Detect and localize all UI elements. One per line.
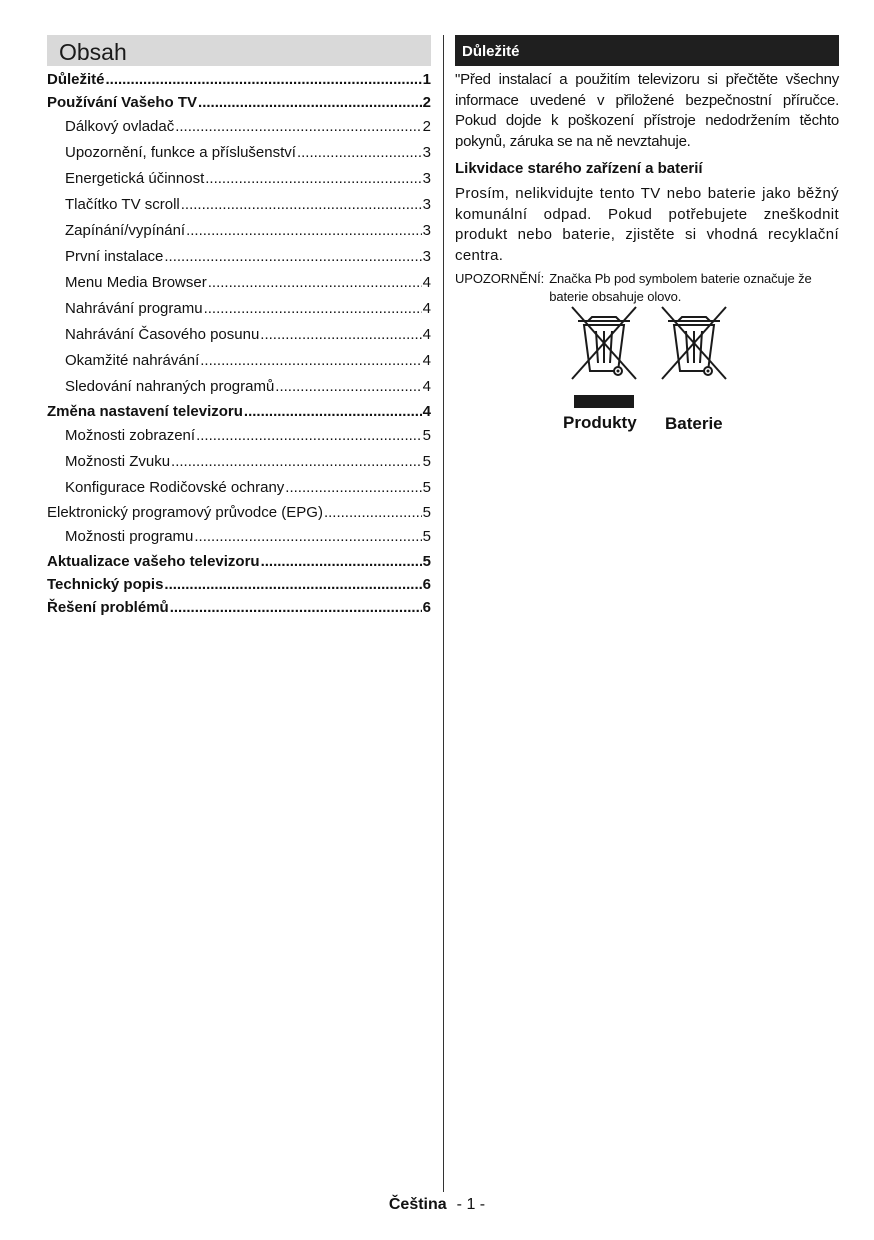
toc-entry-label: Důležité — [47, 71, 105, 88]
weee-symbols — [560, 303, 750, 443]
toc-entry[interactable] — [47, 68, 431, 91]
toc-entry[interactable] — [47, 501, 431, 524]
toc-title: Obsah — [47, 35, 431, 66]
toc-entry-page: 3 — [422, 196, 431, 213]
page-footer — [0, 1196, 874, 1214]
toc-leader-dots — [175, 114, 421, 140]
toc-entry-label: Energetická účinnost — [65, 170, 205, 187]
toc-leader-dots — [208, 270, 422, 296]
toc-entry-page: 3 — [422, 222, 431, 239]
toc-entry[interactable] — [47, 475, 431, 501]
disposal-text: Prosím, nelikvidujte tento TV nebo baterie jako běžný komunální odpad. Pokud potřebujete zneškodnit produkt nebo baterie, zjistěte si vhodná recyklační centra. — [455, 185, 839, 264]
toc-entry-label: Aktualizace vašeho televizoru — [47, 553, 260, 570]
toc-leader-dots — [170, 596, 422, 619]
toc-entry-label: Elektronický programový průvodce (EPG) — [47, 504, 323, 521]
toc-entry-label: Řešení problémů — [47, 599, 169, 616]
toc-leader-dots — [205, 166, 421, 192]
toc-entry[interactable] — [47, 91, 431, 114]
important-section — [455, 35, 839, 433]
toc-entry-label: Zapínání/vypínání — [65, 222, 186, 239]
toc-entry-page: 2 — [422, 118, 431, 135]
toc-entry[interactable] — [47, 114, 431, 140]
toc-entry-label: Konfigurace Rodičovské ochrany — [65, 479, 285, 496]
toc-entry-page: 5 — [422, 479, 431, 496]
toc-leader-dots — [171, 449, 422, 475]
toc-entry-label: Nahrávání Časového posunu — [65, 326, 260, 343]
toc-entry-page: 3 — [422, 144, 431, 161]
toc-leader-dots — [164, 244, 421, 270]
toc-entry-label: Menu Media Browser — [65, 274, 207, 291]
toc-leader-dots — [275, 374, 421, 400]
toc-entry[interactable] — [47, 550, 431, 573]
toc-entry-label: Upozornění, funkce a příslušenství — [65, 144, 296, 161]
toc-leader-dots — [285, 475, 421, 501]
toc-entry[interactable] — [47, 348, 431, 374]
toc-entry-label: Možnosti zobrazení — [65, 427, 196, 444]
footer-language: Čeština — [388, 1196, 447, 1213]
toc-leader-dots — [194, 524, 421, 550]
toc-entry[interactable] — [47, 244, 431, 270]
column-divider — [443, 35, 444, 1192]
important-intro: "Před instalací a použitím televizoru si přečtěte všechny informace uvedené v přiložené bezpečnostní příručce. Pokud dojde k poškození přístroje nedodržením těchto pokynů, záruka se na ně nevztahuje. — [455, 71, 839, 150]
toc-entry[interactable] — [47, 524, 431, 550]
crossed-out-wheelie-bin-icon — [658, 303, 734, 383]
toc-entry[interactable] — [47, 573, 431, 596]
toc-entry-label: Změna nastavení televizoru — [47, 403, 243, 420]
toc-entry[interactable] — [47, 322, 431, 348]
toc-entry-page: 3 — [422, 170, 431, 187]
toc-entry-page: 5 — [422, 504, 431, 521]
toc-leader-dots — [297, 140, 422, 166]
products-label: Produkty — [563, 413, 637, 432]
important-header: Důležité — [455, 35, 839, 66]
toc-entry-label: Dálkový ovladač — [65, 118, 175, 135]
toc-entry-page: 3 — [422, 248, 431, 265]
toc-entry-label: Možnosti programu — [65, 528, 194, 545]
toc-leader-dots — [186, 218, 422, 244]
toc-leader-dots — [106, 68, 422, 91]
toc-list — [47, 68, 431, 619]
toc-entry[interactable] — [47, 270, 431, 296]
toc-leader-dots — [204, 296, 422, 322]
toc-leader-dots — [324, 501, 422, 524]
toc-entry[interactable] — [47, 374, 431, 400]
toc-entry[interactable] — [47, 140, 431, 166]
toc-leader-dots — [164, 573, 421, 596]
toc-entry[interactable] — [47, 449, 431, 475]
toc-entry-label: Sledování nahraných programů — [65, 378, 275, 395]
toc-entry-page: 4 — [422, 352, 431, 369]
toc-entry-page: 6 — [422, 576, 431, 593]
toc-entry-page: 4 — [422, 300, 431, 317]
toc-entry-label: Tlačítko TV scroll — [65, 196, 180, 213]
toc-leader-dots — [181, 192, 422, 218]
warning-text: Značka Pb pod symbolem baterie označuje že baterie obsahuje olovo. — [549, 271, 812, 304]
toc-entry-page: 5 — [422, 553, 431, 570]
lead-warning — [455, 270, 839, 306]
toc-entry-page: 5 — [422, 427, 431, 444]
toc-entry-page: 5 — [422, 453, 431, 470]
toc-entry-label: Možnosti Zvuku — [65, 453, 171, 470]
toc-leader-dots — [200, 348, 421, 374]
toc-entry[interactable] — [47, 296, 431, 322]
toc-leader-dots — [196, 423, 422, 449]
toc-entry-page: 4 — [422, 378, 431, 395]
toc-entry-label: Okamžité nahrávání — [65, 352, 200, 369]
toc-entry[interactable] — [47, 423, 431, 449]
toc-leader-dots — [244, 400, 422, 423]
disposal-heading: Likvidace starého zařízení a baterií — [455, 160, 703, 177]
toc-entry-label: Nahrávání programu — [65, 300, 203, 317]
toc-entry-page: 2 — [422, 94, 431, 111]
toc-entry-page: 6 — [422, 599, 431, 616]
toc-entry-page: 4 — [422, 326, 431, 343]
toc-entry[interactable] — [47, 192, 431, 218]
crossed-out-wheelie-bin-icon — [568, 303, 644, 383]
toc-leader-dots — [198, 91, 422, 114]
toc-entry[interactable] — [47, 166, 431, 192]
footer-page-number: - 1 - — [456, 1196, 486, 1213]
toc-entry-label: Technický popis — [47, 576, 164, 593]
toc-entry-page: 1 — [422, 71, 431, 88]
toc-entry-page: 4 — [422, 403, 431, 420]
toc-entry-label: Používání Vašeho TV — [47, 94, 198, 111]
toc-entry[interactable] — [47, 218, 431, 244]
toc-leader-dots — [260, 322, 421, 348]
toc-entry-label: První instalace — [65, 248, 164, 265]
toc-leader-dots — [261, 550, 422, 573]
battery-label: Baterie — [665, 414, 723, 433]
warning-label: UPOZORNĚNÍ: — [455, 271, 545, 286]
toc-entry-page: 4 — [422, 274, 431, 291]
table-of-contents — [47, 35, 431, 619]
toc-entry[interactable] — [47, 400, 431, 423]
toc-entry[interactable] — [47, 596, 431, 619]
products-black-bar — [574, 395, 634, 408]
toc-entry-page: 5 — [422, 528, 431, 545]
